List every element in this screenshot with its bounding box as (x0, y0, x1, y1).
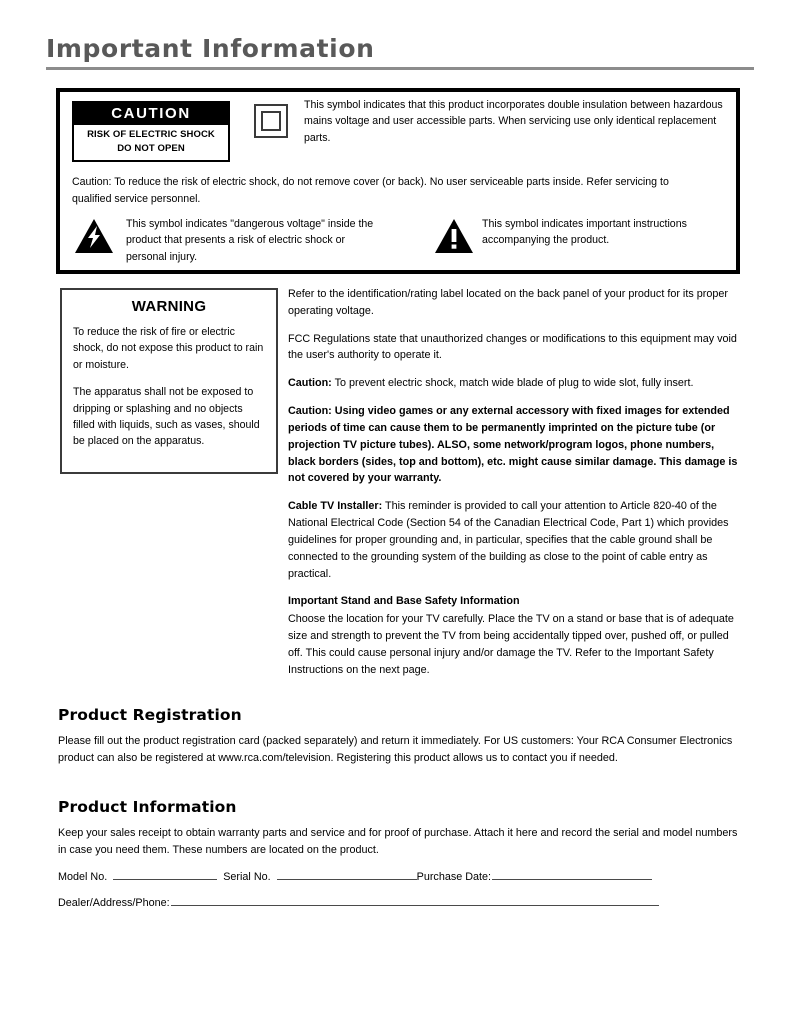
cable-installer-lead: Cable TV Installer: (288, 500, 383, 513)
double-insulation-description: This symbol indicates that this product incorporates double insulation between hazardous mains voltage and user accessible parts. When servicing use only identical replacement parts. (304, 99, 723, 144)
right-column-notices (288, 286, 740, 690)
cable-installer-paragraph (288, 498, 740, 582)
field-line-2 (58, 894, 744, 920)
warning-box (60, 288, 278, 474)
serial-no-label: Serial No. (223, 871, 271, 883)
caution-heading: CAUTION (74, 103, 228, 125)
caution-label-line1: RISK OF ELECTRIC SHOCK (87, 129, 215, 140)
double-insulation-square-symbol (254, 104, 288, 138)
caution-label-body (74, 125, 228, 160)
inner-square-shape (261, 111, 281, 131)
warning-title: WARNING (131, 298, 207, 315)
lightning-bolt-triangle-icon (74, 218, 114, 254)
stand-safety-heading: Important Stand and Base Safety Information (288, 595, 520, 608)
page-title: Important Information (46, 34, 375, 63)
model-no-label: Model No. (58, 871, 108, 883)
product-registration-section (58, 706, 744, 767)
fcc-paragraph: FCC Regulations state that unauthorized changes or modifications to this equipment may void the user's authority to operate it. (288, 332, 737, 362)
model-no-blank[interactable] (113, 868, 217, 880)
warning-paragraph-1: To reduce the risk of fire or electric shock, do not expose this product to rain or moisture. (73, 326, 264, 371)
product-information-body: Keep your sales receipt to obtain warranty parts and service and for proof of purchase. Attach it here and record the serial and model numbers in case you need them. These numbers are located on the product. (58, 827, 738, 857)
important-instructions-legend (434, 216, 734, 249)
caution-top-row (60, 92, 736, 164)
purchase-date-blank[interactable] (492, 868, 652, 880)
product-registration-body: Please fill out the product registration card (packed separately) and return it immediately. For US customers: Your RCA Consumer Electronics product can also be registered at www.rca.com/television. Registering this product allows us to contact you if needed. (58, 735, 733, 765)
plug-caution-lead: Caution: (288, 377, 332, 390)
dealer-blank[interactable] (171, 894, 659, 906)
plug-caution-paragraph (288, 375, 740, 392)
burn-in-lead: Caution: (288, 405, 332, 418)
caution-notice-box (56, 88, 740, 274)
burn-in-caution-paragraph (288, 403, 740, 487)
header-divider (46, 67, 754, 70)
page-header (46, 36, 754, 70)
rating-label-paragraph: Refer to the identification/rating label located on the back panel of your product for its proper operating voltage. (288, 288, 728, 317)
dangerous-voltage-legend (74, 216, 384, 265)
serial-no-blank[interactable] (277, 868, 417, 880)
stand-safety-body: Choose the location for your TV carefully. Place the TV on a stand or base that is of adequate size and strength to prevent the TV from being accidentally tipped over, pushed off, or pulled off. This could cause personal injury and/or damage the TV. Refer to the Important Safety Instructions on the next page. (288, 613, 734, 676)
purchase-date-label: Purchase Date: (416, 871, 492, 883)
dangerous-voltage-text: This symbol indicates "dangerous voltage" inside the product that presents a risk of electric shock or personal injury. (126, 218, 374, 263)
product-information-section (58, 798, 744, 859)
caution-label-line2: DO NOT OPEN (117, 142, 185, 154)
important-instructions-text: This symbol indicates important instructions accompanying the product. (482, 218, 687, 247)
symbol-legend-row (60, 216, 736, 276)
dealer-label: Dealer/Address/Phone: (58, 897, 170, 909)
product-information-title: Product Information (58, 798, 237, 816)
warning-paragraph-2: The apparatus shall not be exposed to dripping or splashing and no objects filled with liquids, such as vases, should be placed on the apparatus. (73, 386, 260, 448)
caution-label-plate (72, 101, 230, 162)
product-registration-title: Product Registration (58, 706, 242, 724)
field-line-1 (58, 868, 744, 894)
plug-caution-rest: To prevent electric shock, match wide blade of plug to wide slot, fully insert. (331, 377, 694, 390)
caution-service-note: Caution: To reduce the risk of electric shock, do not remove cover (or back). No user serviceable parts inside. Refer servicing to qualified service personnel. (72, 176, 669, 205)
product-information-fields (58, 868, 744, 920)
exclamation-triangle-icon (434, 218, 474, 254)
burn-in-rest: Using video games or any external accessory with fixed images for extended periods of time can cause them to be permanently imprinted on the picture tube (or projection TV picture tubes). ALSO, some network/program logos, phone numbers, black borders (sides, top and bottom), etc. might cause similar damage. This damage is not covered by your warranty. (288, 405, 738, 485)
cable-installer-rest: This reminder is provided to call your attention to Article 820-40 of the National Electrical Code (Section 54 of the Canadian Electrical Code, Part 1) which provides guidelines for proper grounding and, in particular, specifies that the cable ground shall be connected to the grounding system of the building as close to the point of cable entry as practical. (288, 500, 729, 580)
